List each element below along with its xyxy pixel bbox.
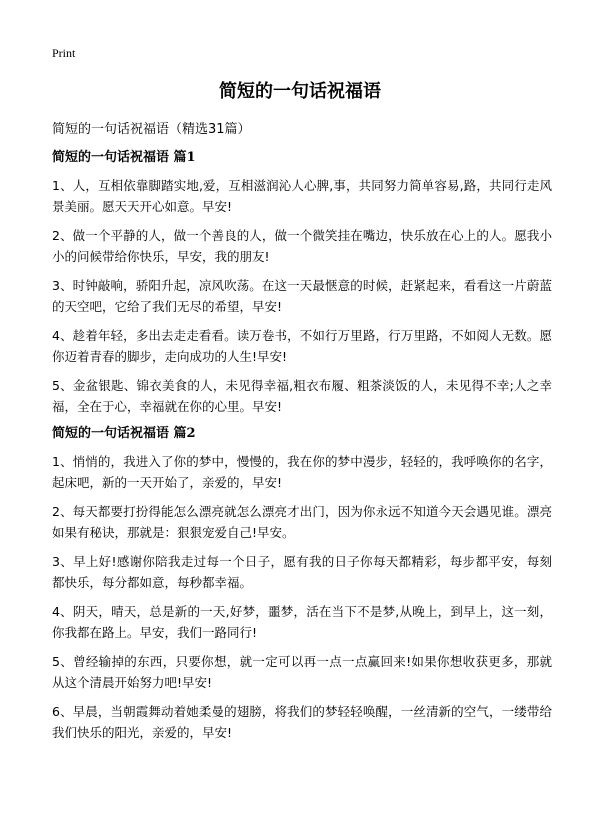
article-subtitle: 简短的一句话祝福语（精选31篇） [52,122,251,137]
paragraph: 5、金盆银匙、锦衣美食的人，未见得幸福,粗衣布履、粗茶淡饭的人，未见得不幸;人之幸福，全在于心，幸福就在你的心里。早安! [52,378,552,414]
page-title: 简短的一句话祝福语 [219,81,381,102]
paragraph: 1、悄悄的，我进入了你的梦中，慢慢的，我在你的梦中漫步，轻轻的，我呼唤你的名字，起床吧，新的一天开始了，亲爱的，早安! [52,454,552,490]
paragraph: 3、早上好!感谢你陪我走过每一个日子，愿有我的日子你每天都精彩，每步都平安，每刻都快乐，每分都如意，每秒都幸福。 [52,554,552,590]
section-heading: 简短的一句话祝福语 篇2 [52,426,196,441]
paragraph: 1、人，互相依靠脚踏实地,爱，互相滋润沁人心脾,事，共同努力简单容易,路，共同行走风景美丽。愿天天开心如意。早安! [52,178,552,214]
paragraph: 2、做一个平静的人，做一个善良的人，做一个微笑挂在嘴边，快乐放在心上的人。愿我小小的问候带给你快乐，早安，我的朋友! [52,228,552,264]
paragraph: 5、曾经输掉的东西，只要你想，就一定可以再一点一点赢回来!如果你想收获更多，那就从这个清晨开始努力吧!早安! [52,654,552,690]
paragraph: 2、每天都要打扮得能怎么漂亮就怎么漂亮才出门，因为你永远不知道今天会遇见谁。漂亮如果有秘诀，那就是：狠狠宠爱自己!早安。 [52,504,552,540]
paragraph: 4、趁着年轻，多出去走走看看。读万卷书，不如行万里路，行万里路，不如阅人无数。愿你迈着青春的脚步，走向成功的人生!早安! [52,328,552,364]
section-2 [52,425,552,743]
section-1 [52,149,552,417]
section-heading: 简短的一句话祝福语 篇1 [52,150,196,165]
paragraph: 3、时钟敲响，骄阳升起，凉风吹荡。在这一天最惬意的时候，赶紧起来，看看这一片蔚蓝的天空吧，它给了我们无尽的希望，早安! [52,278,552,314]
paragraph: 6、早晨，当朝霞舞动着她柔曼的翅膀，将我们的梦轻轻唤醒，一丝清新的空气，一缕带给我们快乐的阳光，亲爱的，早安! [52,704,552,740]
article-body [52,121,552,751]
paragraph: 4、阴天，晴天，总是新的一天,好梦，噩梦，活在当下不是梦,从晚上，到早上，这一刻，你我都在路上。早安，我们一路同行! [52,604,552,640]
print-link[interactable]: Print [52,46,76,60]
